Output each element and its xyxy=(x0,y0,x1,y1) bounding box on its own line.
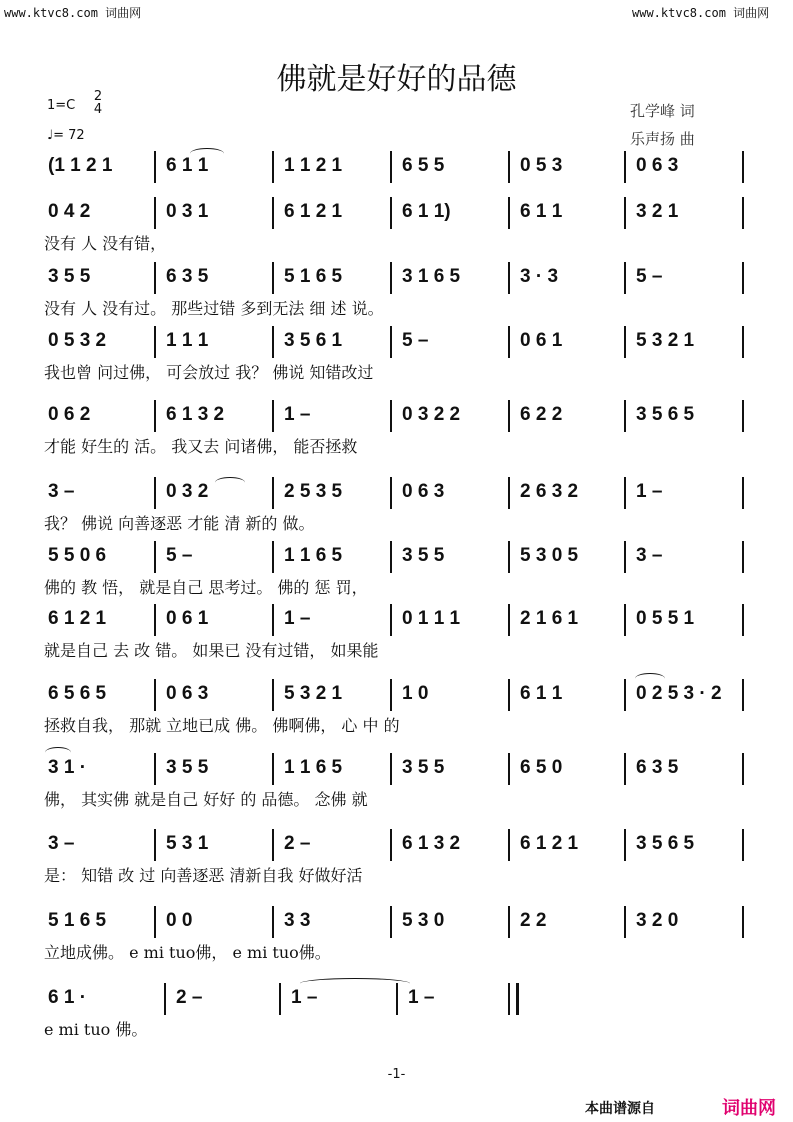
slur-mark xyxy=(215,477,245,488)
measure: 0 6 1 xyxy=(166,608,209,629)
measure: 2 – xyxy=(176,987,203,1008)
measure: 0 6 3 xyxy=(166,683,209,704)
measure: 2 6 3 2 xyxy=(520,481,579,502)
slur-mark xyxy=(45,747,71,758)
measure: 6 1 1 xyxy=(520,201,563,222)
measure: 3 · 3 xyxy=(520,266,559,287)
final-barline xyxy=(516,983,519,1015)
barline xyxy=(508,906,510,938)
barline xyxy=(390,829,392,861)
measure: 5 3 0 xyxy=(402,910,445,931)
measure: 5 – xyxy=(636,266,663,287)
barline xyxy=(272,326,274,358)
measure: 6 5 5 xyxy=(402,155,445,176)
barline xyxy=(624,197,626,229)
measure: 3 – xyxy=(636,545,663,566)
lyric-line: 拯救自我， 那就 立地已成 佛。 佛啊佛， 心 中 的 xyxy=(44,716,400,735)
measure: 0 5 3 xyxy=(520,155,563,176)
measure: 2 5 3 5 xyxy=(284,481,343,502)
barline xyxy=(742,400,744,432)
song-title: 佛就是好好的品德 xyxy=(276,62,517,97)
barline xyxy=(154,326,156,358)
barline xyxy=(390,400,392,432)
measure: 3 1 6 5 xyxy=(402,266,461,287)
barline xyxy=(742,753,744,785)
barline xyxy=(624,400,626,432)
measure: 3 5 5 xyxy=(166,757,209,778)
barline xyxy=(154,906,156,938)
barline xyxy=(154,197,156,229)
lyric-line: 立地成佛。 e mi tuo佛， e mi tuo佛。 xyxy=(44,943,331,962)
barline xyxy=(624,906,626,938)
barline xyxy=(154,604,156,636)
measure: 1 1 6 5 xyxy=(284,757,343,778)
measure: 0 3 2 xyxy=(166,481,209,502)
barline xyxy=(624,326,626,358)
measure: 1 0 xyxy=(402,683,429,704)
barline xyxy=(154,829,156,861)
measure: 6 3 5 xyxy=(636,757,679,778)
barline xyxy=(508,829,510,861)
measure: 0 5 3 2 xyxy=(48,330,107,351)
barline xyxy=(508,679,510,711)
measure: 2 2 xyxy=(520,910,547,931)
barline xyxy=(624,541,626,573)
measure: 0 6 3 xyxy=(636,155,679,176)
barline xyxy=(508,753,510,785)
measure: 5 3 2 1 xyxy=(284,683,343,704)
measure: 6 1 3 2 xyxy=(402,833,461,854)
measure: 3 5 5 xyxy=(48,266,91,287)
barline xyxy=(272,679,274,711)
barline xyxy=(742,679,744,711)
lyric-line: 才能 好生的 活。 我又去 问诸佛， 能否拯救 xyxy=(44,437,358,456)
footer-logo: 词曲网 xyxy=(722,1098,776,1119)
measure: 6 1 2 1 xyxy=(284,201,343,222)
barline xyxy=(390,541,392,573)
measure: 1 – xyxy=(284,608,311,629)
measure: 5 5 0 6 xyxy=(48,545,107,566)
measure: 0 4 2 xyxy=(48,201,91,222)
barline xyxy=(272,262,274,294)
measure: 6 1 3 2 xyxy=(166,404,225,425)
measure: 6 2 2 xyxy=(520,404,563,425)
measure: 6 5 6 5 xyxy=(48,683,107,704)
barline xyxy=(272,906,274,938)
lyricist-credit: 孔学峰 词 xyxy=(630,102,695,120)
measure: 0 0 xyxy=(166,910,193,931)
page-number: -1- xyxy=(387,1067,406,1082)
barline xyxy=(624,262,626,294)
barline xyxy=(624,477,626,509)
measure: 5 – xyxy=(402,330,429,351)
barline xyxy=(390,262,392,294)
measure: 0 6 3 xyxy=(402,481,445,502)
lyric-line: 我？ 佛说 向善逐恶 才能 清 新的 做。 xyxy=(44,514,315,533)
measure: 3 – xyxy=(48,481,75,502)
measure: 2 1 6 1 xyxy=(520,608,579,629)
barline xyxy=(272,604,274,636)
measure: 1 – xyxy=(636,481,663,502)
lyric-line: 佛的 教 悟， 就是自己 思考过。 佛的 惩 罚， xyxy=(44,578,368,597)
measure: 6 1 · xyxy=(48,987,87,1008)
barline xyxy=(742,326,744,358)
barline xyxy=(742,829,744,861)
barline xyxy=(508,400,510,432)
barline xyxy=(390,197,392,229)
barline xyxy=(508,541,510,573)
barline xyxy=(508,326,510,358)
measure: 3 2 1 xyxy=(636,201,679,222)
measure: 3 5 6 5 xyxy=(636,404,695,425)
barline xyxy=(154,151,156,183)
barline xyxy=(742,541,744,573)
measure: 5 3 1 xyxy=(166,833,209,854)
barline xyxy=(272,151,274,183)
measure: 6 3 5 xyxy=(166,266,209,287)
measure: 6 1 2 1 xyxy=(48,608,107,629)
lyric-line: 没有 人 没有错， xyxy=(44,234,167,253)
measure: 0 6 1 xyxy=(520,330,563,351)
measure: 6 1 2 1 xyxy=(520,833,579,854)
measure: 3 – xyxy=(48,833,75,854)
barline xyxy=(279,983,281,1015)
watermark-right: www.ktvc8.com 词曲网 xyxy=(632,6,770,20)
measure: 6 1 1 xyxy=(166,155,209,176)
barline xyxy=(272,197,274,229)
barline xyxy=(508,151,510,183)
barline xyxy=(508,197,510,229)
barline xyxy=(508,477,510,509)
measure: 5 3 2 1 xyxy=(636,330,695,351)
lyric-line: 我也曾 问过佛， 可会放过 我？ 佛说 知错改过 xyxy=(44,363,374,382)
measure: 0 6 2 xyxy=(48,404,91,425)
barline xyxy=(390,477,392,509)
barline xyxy=(742,197,744,229)
barline xyxy=(272,829,274,861)
barline xyxy=(742,906,744,938)
lyric-line: 是： 知错 改 过 向善逐恶 清新自我 好做好活 xyxy=(44,866,363,885)
barline xyxy=(508,983,510,1015)
barline xyxy=(272,400,274,432)
composer-credit: 乐声扬 曲 xyxy=(630,130,695,148)
measure: 5 3 0 5 xyxy=(520,545,579,566)
measure: 3 5 6 5 xyxy=(636,833,695,854)
barline xyxy=(272,541,274,573)
lyric-line: 就是自己 去 改 错。 如果已 没有过错， 如果能 xyxy=(44,641,379,660)
watermark-left: www.ktvc8.com 词曲网 xyxy=(4,6,142,20)
measure: 3 5 6 1 xyxy=(284,330,343,351)
tempo-marking: ♩= 72 xyxy=(47,128,85,143)
measure: 0 3 1 xyxy=(166,201,209,222)
barline xyxy=(272,753,274,785)
barline xyxy=(272,477,274,509)
barline xyxy=(508,604,510,636)
time-signature xyxy=(93,90,103,116)
measure: 1 – xyxy=(291,987,318,1008)
measure: 5 – xyxy=(166,545,193,566)
barline xyxy=(742,262,744,294)
measure: 6 5 0 xyxy=(520,757,563,778)
measure: 0 3 2 2 xyxy=(402,404,461,425)
barline xyxy=(624,753,626,785)
key-signature: 1=C xyxy=(47,98,76,113)
measure: 5 1 6 5 xyxy=(48,910,107,931)
barline xyxy=(624,604,626,636)
barline xyxy=(742,151,744,183)
barline xyxy=(742,604,744,636)
time-bottom: 4 xyxy=(93,102,103,117)
barline xyxy=(390,753,392,785)
lyric-line: 佛， 其实佛 就是自己 好好 的 品德。 念佛 就 xyxy=(44,790,368,809)
slur-mark xyxy=(300,978,410,989)
measure: 1 1 6 5 xyxy=(284,545,343,566)
measure: (1 1 2 1 xyxy=(48,155,113,176)
barline xyxy=(624,679,626,711)
time-top: 2 xyxy=(93,89,103,104)
measure: 1 1 2 1 xyxy=(284,155,343,176)
measure: 1 – xyxy=(284,404,311,425)
measure: 5 1 6 5 xyxy=(284,266,343,287)
measure: 0 2 5 3 · 2 xyxy=(636,683,722,704)
barline xyxy=(154,400,156,432)
barline xyxy=(390,906,392,938)
barline xyxy=(624,151,626,183)
measure: 0 5 5 1 xyxy=(636,608,695,629)
barline xyxy=(390,604,392,636)
measure: 0 1 1 1 xyxy=(402,608,461,629)
barline xyxy=(154,541,156,573)
barline xyxy=(154,679,156,711)
slur-mark xyxy=(635,673,665,684)
barline xyxy=(154,262,156,294)
measure: 6 1 1) xyxy=(402,201,451,222)
measure: 3 2 0 xyxy=(636,910,679,931)
measure: 6 1 1 xyxy=(520,683,563,704)
measure: 1 – xyxy=(408,987,435,1008)
slur-mark xyxy=(190,148,224,159)
barline xyxy=(390,679,392,711)
barline xyxy=(390,151,392,183)
measure: 1 1 1 xyxy=(166,330,209,351)
measure: 3 5 5 xyxy=(402,757,445,778)
barline xyxy=(154,753,156,785)
lyric-line: e mi tuo 佛。 xyxy=(44,1020,148,1039)
lyric-line: 没有 人 没有过。 那些过错 多到无法 细 述 说。 xyxy=(44,299,384,318)
measure: 3 1 · xyxy=(48,757,87,778)
barline xyxy=(508,262,510,294)
measure: 3 3 xyxy=(284,910,311,931)
footer-source-text: 本曲谱源自 xyxy=(585,1101,655,1117)
barline xyxy=(154,477,156,509)
measure: 3 5 5 xyxy=(402,545,445,566)
barline xyxy=(624,829,626,861)
barline xyxy=(164,983,166,1015)
measure: 2 – xyxy=(284,833,311,854)
barline xyxy=(742,477,744,509)
barline xyxy=(390,326,392,358)
